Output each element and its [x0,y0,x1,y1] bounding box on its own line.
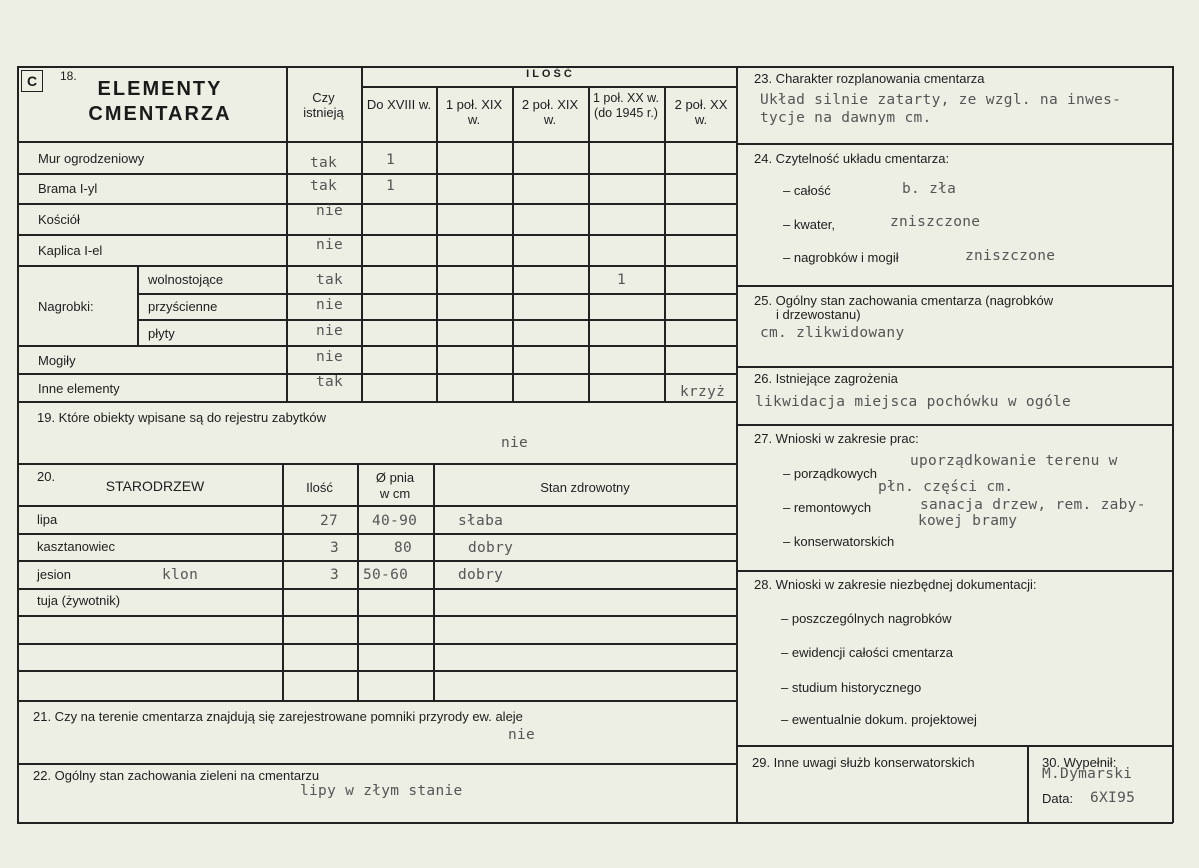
q27-label: 27. Wnioski w zakresie prac: [754,431,919,446]
q27-item: – porządkowych [783,466,877,481]
element-label: Brama I-yl [38,181,98,196]
q25-answer: cm. zlikwidowany [760,325,905,341]
tree-count: 3 [330,567,340,583]
row-line [17,373,737,375]
row-line [17,588,737,590]
element-label: płyty [148,326,175,341]
q27-answer: kowej bramy [918,513,1018,529]
row-line [17,141,737,143]
element-exists: tak [309,155,338,171]
row-line [17,533,737,535]
tree-note: klon [162,567,199,583]
element-exists: tak [315,272,344,288]
element-label: przyścienne [148,299,218,314]
q28-item: – ewidencji całości cmentarza [781,645,953,660]
row-line [17,203,737,205]
frame-bottom-left [17,822,737,824]
q20-number: 20. [37,469,56,484]
tree-count: 27 [320,513,339,529]
element-label: Inne elementy [38,381,120,396]
q22-label: 22. Ogólny stan zachowania zieleni na cmentarzu [33,768,320,783]
frame-bottom-right [736,822,1173,824]
period-header-5: 2 poł. XX w. [674,97,728,127]
element-count: 1 [386,178,396,194]
element-exists: nie [315,323,344,339]
row-line [17,401,737,403]
element-label: Mogiły [38,353,76,368]
q27-answer: sanacja drzew, rem. zaby- [920,497,1146,513]
q26-answer: likwidacja miejsca pochówku w ogóle [755,394,1072,410]
q24-item-label: – nagrobków i mogił [783,250,899,265]
col-line [433,463,435,701]
row-line [736,745,1173,747]
row-line [17,463,737,465]
col-line [588,86,590,401]
period-header-2: 1 poł. XIX w. [445,97,503,127]
element-count: 1 [617,272,627,288]
q27-item: – remontowych [783,500,872,515]
q20-col-count: Ilość [306,480,333,495]
col-line [137,265,139,345]
element-exists: nie [315,237,344,253]
element-label: Kościół [38,212,80,227]
period-header-1: Do XVIII w. [366,97,432,112]
row-line [17,234,737,236]
q30-filled-by: M.Dymarski [1042,766,1133,782]
tree-count: 3 [330,540,340,556]
frame-top-right [736,66,1173,68]
q29-label: 29. Inne uwagi służb konserwatorskich [752,755,975,770]
row-line [17,700,737,702]
row-line [736,424,1173,426]
q24-item-answer: zniszczone [890,214,981,230]
tree-diameter: 50-60 [363,567,409,583]
q23-answer-line1: Układ silnie zatarty, ze wzgl. na inwes- [760,92,1122,108]
tree-species: kasztanowiec [37,539,116,554]
section-title-line1: ELEMENTY [97,78,223,100]
q22-answer: lipy w złym stanie [300,783,463,799]
col-exists-header: Czy istnieją [303,90,344,120]
q25-label-line2: i drzewostanu) [776,307,861,322]
row-line [17,560,737,562]
q30-date-label: Data: [1042,791,1074,806]
tree-health: dobry [468,540,514,556]
tree-health: słaba [458,513,504,529]
period-header-3: 2 poł. XIX w. [521,97,579,127]
q24-label: 24. Czytelność układu cmentarza: [754,151,950,166]
q24-item-answer: zniszczone [965,248,1056,264]
section-title-line2: CMENTARZA [88,103,232,125]
q25-label-line1: 25. Ogólny stan zachowania cmentarza (nagrobków [754,293,1054,308]
q28-item: – studium historycznego [781,680,922,695]
q21-label: 21. Czy na terenie cmentarza znajdują się zarejestrowane pomniki przyrody ew. aleje [33,709,523,724]
row-line [736,570,1173,572]
tree-species: jesion [37,567,71,582]
element-exists: nie [315,203,344,219]
col-line [436,86,438,401]
element-exists: tak [309,178,338,194]
col-line [664,86,666,401]
row-line [17,505,737,507]
row-line [736,143,1173,145]
element-label: wolnostojące [148,272,224,287]
q27-answer: płn. części cm. [878,479,1014,495]
col-line [512,86,514,401]
element-count: krzyż [680,384,726,400]
col-line [282,463,284,701]
q24-item-label: – kwater, [783,217,836,232]
row-line [17,763,737,765]
row-line [17,670,737,672]
period-header-4: 1 poł. XX w. (do 1945 r.) [592,91,659,120]
element-label: Mur ogrodzeniowy [38,151,145,166]
row-line [17,643,737,645]
q21-answer: nie [508,727,536,743]
tree-health: dobry [458,567,504,583]
q20-title: STARODRZEW [105,478,205,494]
frame-right [1172,66,1174,823]
q30-label: 30. Wypełnił: [1042,755,1117,770]
col-line [1027,745,1029,823]
element-label: Kaplica I-el [38,243,103,258]
ilosc-header: I L O Ś Ć [526,68,572,80]
row-line [17,615,737,617]
row-line [137,319,737,321]
frame-left [17,66,19,823]
q19-label: 19. Które obiekty wpisane są do rejestru zabytków [37,410,327,425]
row-line [17,173,737,175]
q28-item: – ewentualnie dokum. projektowej [781,712,977,727]
q23-answer-line2: tycje na dawnym cm. [760,110,932,126]
row-line [736,366,1173,368]
section-number: 18. [60,69,77,83]
q30-date: 6XI95 [1090,790,1136,806]
q23-label: 23. Charakter rozplanowania cmentarza [754,71,985,86]
q24-item-label: – całość [783,183,831,198]
q27-answer: uporządkowanie terenu w [910,453,1118,469]
element-exists: nie [315,297,344,313]
section-letter-box: C [21,70,43,92]
q26-label: 26. Istniejące zagrożenia [754,371,898,386]
nagrobki-label: Nagrobki: [38,299,94,314]
q20-col-health: Stan zdrowotny [540,480,630,495]
q20-col-diameter: Ø pnia [375,470,415,485]
q28-label: 28. Wnioski w zakresie niezbędnej dokumentacji: [754,577,1037,592]
frame-mid [736,66,738,823]
tree-diameter: 80 [394,540,413,556]
q28-item: – poszczególnych nagrobków [781,611,952,626]
row-line [361,86,737,88]
element-exists: tak [315,374,344,390]
tree-species: tuja (żywotnik) [37,593,121,608]
q24-item-answer: b. zła [902,181,957,197]
q20-col-diameter-unit: w cm [379,486,411,501]
element-exists: nie [315,349,344,365]
row-line [137,293,737,295]
q19-answer: nie [501,435,529,451]
row-line [17,265,737,267]
row-line [17,345,737,347]
tree-species: lipa [37,512,58,527]
tree-diameter: 40-90 [372,513,418,529]
element-count: 1 [386,152,396,168]
row-line [736,285,1173,287]
q27-item: – konserwatorskich [783,534,895,549]
